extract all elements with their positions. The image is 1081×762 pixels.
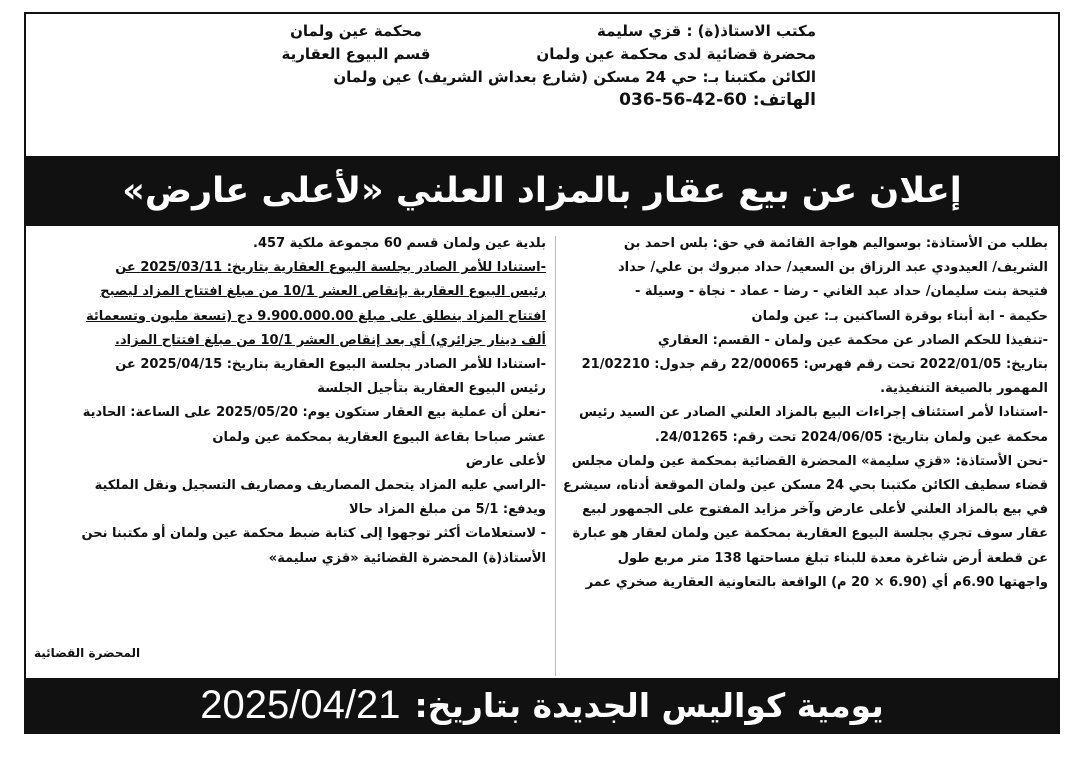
body-line: افتتاح المزاد ينطلق على مبلغ 9.900.000.00 دج (تسعة مليون وتسعمائة <box>86 308 546 324</box>
body-line: -استنادا لأمر استئناف إجراءات البيع بالمزاد العلني الصادر عن السيد رئيس <box>578 405 1048 421</box>
body-line: -الراسي عليه المزاد يتحمل المصاريف ومصاريف التسجيل ونقل الملكية <box>94 478 546 494</box>
column-divider <box>555 236 556 676</box>
footer-banner <box>26 678 1058 732</box>
body-line: - لاستعلامات أكثر توجهوا إلى كتابة ضبط محكمة عين ولمان أو مكتبنا نحن <box>81 526 546 542</box>
body-line: عقار سوف تجري بجلسة البيوع العقارية بمحكمة عين ولمان لعقار هو عبارة <box>572 526 1048 542</box>
body-line: بتاريخ: 2022/01/05 تحت رقم فهرس: 22/00065 رقم جدول: 21/02210 <box>581 357 1048 373</box>
court-name: محكمة عين ولمان <box>290 22 422 40</box>
body-line: فتيحة بنت سليمان/ حداد عبد الغاني - رضا - عماد - نجاة - وسيلة - <box>634 284 1048 300</box>
body-line: -نعلن أن عملية بيع العقار ستكون يوم: 2025/05/20 على الساعة: الحادية <box>82 405 546 421</box>
legal-notice-frame <box>24 12 1060 734</box>
body-line: قضاء سطيف الكائن مكتبنا بحي 24 مسكن عين ولمان الموقعة أدناه، سيشرع <box>563 478 1048 494</box>
office-phone: الهاتف: 60-42-56-036 <box>619 90 816 110</box>
body-line: الأستاذ(ة) المحضرة القضائية «قزي سليمة» <box>268 550 546 566</box>
left-column <box>50 232 546 571</box>
signature-label: المحضرة القضائية <box>34 646 141 660</box>
body-line: محكمة عين ولمان بتاريخ: 2024/06/05 تحت رقم: 24/01265. <box>654 429 1048 445</box>
body-line: -استنادا للأمر الصادر بجلسة البيوع العقارية بتاريخ: 2025/03/11 عن <box>115 260 546 276</box>
office-address: الكائن مكتبنا بـ: حي 24 مسكن (شارع بعداش الشريف) عين ولمان <box>333 68 816 86</box>
right-column <box>560 232 1048 595</box>
court-section: قسم البيوع العقارية <box>281 45 431 63</box>
body-line: رئيس البيوع العقارية بتأجيل الجلسة <box>317 381 546 397</box>
body-line: -نحن الأستاذة: «قزي سليمة» المحضرة القضائية بمحكمة عين ولمان مجلس <box>571 453 1048 469</box>
body-line: الشريف/ العيدودي عبد الرزاق بن السعيد/ حداد مبروك بن علي/ حداد <box>617 260 1048 276</box>
body-line: رئيس البيوع العقارية بإنقاص العشر 10/1 من مبلغ افتتاح المزاد ليصبح <box>100 284 546 300</box>
body-line: -تنفيذا للحكم الصادر عن محكمة عين ولمان - القسم: العقاري <box>657 332 1048 348</box>
notice-title: إعلان عن بيع عقار بالمزاد العلني «لأعلى عارض» <box>122 171 962 211</box>
body-line: واجهتها 6.90م أي (6.90 × 20 م) الواقعة بالتعاونية العقارية صخري عمر <box>585 574 1048 590</box>
body-line: عن قطعة أرض شاغرة معدة للبناء تبلغ مساحتها 138 متر مربع طول <box>617 550 1048 566</box>
body-line: لأعلى عارض <box>465 453 546 469</box>
title-banner <box>26 156 1058 226</box>
office-role: محضرة قضائية لدى محكمة عين ولمان <box>536 45 816 63</box>
court-info <box>236 20 476 66</box>
publication-date: 2025/04/21 <box>200 682 401 727</box>
newspaper-label: يومية كواليس الجديدة بتاريخ: <box>414 685 884 725</box>
body-line: عشر صباحا بقاعة البيوع العقارية بمحكمة عين ولمان <box>212 429 546 445</box>
body-line: بطلب من الأستاذة: بوسواليم هواجة القائمة في حق: بلس احمد بن <box>623 236 1048 251</box>
notice-header <box>26 14 1058 156</box>
body-line: -استنادا للأمر الصادر بجلسة البيوع العقارية بتاريخ: 2025/04/15 عن <box>115 357 546 373</box>
body-line: حكيمة - ابة أبناء بوقرة الساكنين بـ: عين ولمان <box>751 308 1048 324</box>
body-line: ويدفع: 5/1 من مبلغ المزاد حالا <box>348 502 546 518</box>
body-line: بلدية عين ولمان قسم 60 مجموعة ملكية 457. <box>253 236 546 251</box>
body-line: ألف دينار جزائري) أي بعد إنقاص العشر 10/1 من مبلغ افتتاح المزاد. <box>115 332 546 348</box>
notice-body <box>26 228 1058 678</box>
office-name: مكتب الاستاذ(ة) : قزي سليمة <box>596 22 816 40</box>
body-line: في بيع بالمزاد العلني لأعلى عارض وآخر مزايد المفتوح على الجمهور لبيع <box>582 502 1048 518</box>
body-line: المهمور بالصيغة التنفيذية. <box>880 381 1048 397</box>
